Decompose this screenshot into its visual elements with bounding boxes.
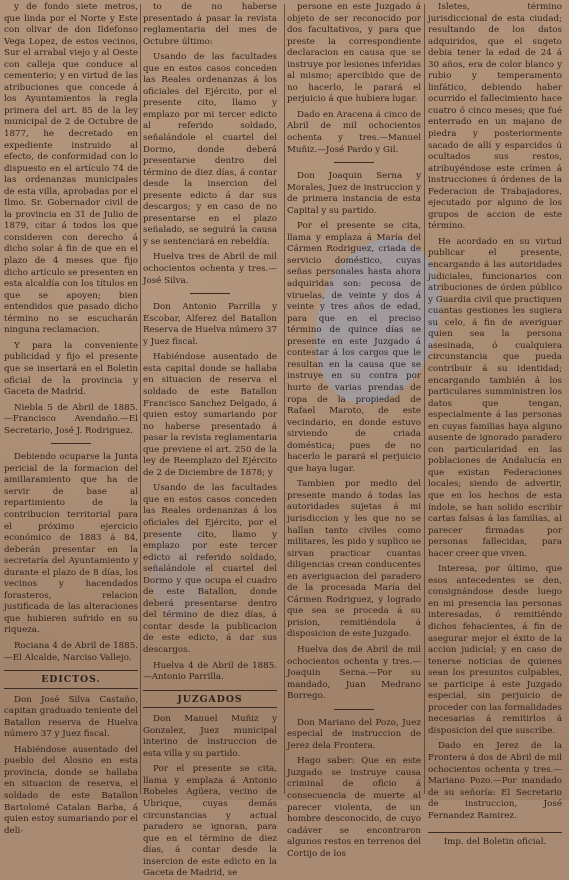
article-paragraph: persone en este Juzgado á objeto de ser reconocido por dos facultativos, y para que preste la correspondiente declaracion en causa que se instruye por lesiones inferidas al mismo; apercibido que de no hacerlo, le parará el perjuicio á que hubiera lugar. <box>287 2 421 105</box>
column-divider <box>424 4 425 794</box>
article-paragraph: Don José Silva Castaño, capitan graduado teniente del Batallon reserva de Huelva número 37 y Juez fiscal. <box>4 694 138 740</box>
article-paragraph: He acordado en su virtud publicar el presente, encargando á las autoridades judiciales, funcionarios con atribuciones de órden público y Guardia civil que practiquen cuantas gestiones les sugiera su celo, á fin de averiguar quien sea la persona asesinada, ó cualquiera circunstancia que pueda contribuir á su identidad; encargando también á los particulares sumministren los datos que tengan, especialmente á las personas en cuyas familias haya alguno ausente de ignorado paradero con particularidad en las poblaciones de Andalucía en que existan Federaciones locales; siendo de advertir, que en los hechos de esta índole, se han solido escribir cartas falsas á las familias, al parecer firmadas por personas fallecidas, para hacer creer que viven. <box>428 236 562 559</box>
article-paragraph: Isletes, término jurisdiccional de esta ciudad; resultando de los datos adquiridos, que el sugeto debia tener la edad de 24 á 30 años, era de color blanco y rubio y temperamento linfático, debiendo haber ocurrido el fallecimiento hace cuatro ó cinco meses; que fué enterrado en un majano de piedra y posteriormente sacado de allí y esparcidos ú ocultados sus restos, atribuyéndose este crímen á instrucciones ú órdenes de la Federacion de Trabajadores, ejecutado por alguno de los grupos de accion de este término. <box>428 2 562 232</box>
article-paragraph: Tambien por medio del presente mando á todas las autoridades sujetas á mi jurisdiccion y les que no se hallan tanto civiles como militares, les pido y suplico se sirvan practicar cuantas diligencias crean conducentes en averiguacion del paradero de la procesada María del Cármen Rodriguez, y logrado que sea se proceda á su prision, remitiéndola á disposicion de este Juzgado. <box>287 479 421 640</box>
article-paragraph: Don Manuel Muñiz y Gonzalez, Juez municipal interino de instruccion de esta villa y su partido. <box>143 714 277 759</box>
article-paragraph: Usando de las facultades que en estos casos conceden las Reales ordenanzas á los oficiales del Ejército, por el presente cito, llamo y emplazo por este tercer edicto al referido soldado, señalándole el cuartel del Dormo y que ocupa el cuadro de este Batallon, donde deberá presentarse dentro del término de diez días, á contar desde la publicacion de este edicto, á dar sus descargos. <box>143 483 277 655</box>
column-divider <box>140 4 141 794</box>
section-divider <box>51 443 91 444</box>
article-paragraph: Huelva tres de Abril de mil ochocientos ochenta y tres.—José Silva. <box>143 252 277 286</box>
article-paragraph: Habiéndose ausentado del pueblo del Alosno en esta provincia, donde se hallaba en situacion de reserva, el soldado de este Batallon Bartolomé Catalan Barba, á quien estoy sumariando por el deli- <box>4 744 138 836</box>
printer-imprint: Imp. del Boletin oficial. <box>428 832 562 849</box>
article-paragraph: Don Joaquin Serna y Morales, Juez de instruccion y de primera instancia de esta Capital y su partido. <box>287 171 421 216</box>
article-paragraph: Usando de las facultades que en estos casos conceden las Reales ordenanzas á los oficiales del Ejército, por el presente cito, llamo y emplazo por mi tercer edicto al referido soldado, señalándole el cuartel del Dormo, donde deberá presentarse dentro del término de diez días, á contar desde la insercion del presente edicto á dar sus descargos; y en caso de no presentarse en el plazo señalado, se seguirá la causa y se sentenciará en rebeldía. <box>143 52 277 247</box>
article-paragraph: Dado en Jerez de la Frontera á dos de Abril de mil ochocientos ochenta y tres.—Mariano Pozo.—Por mandado de su señoría: El Secretario de instruccion, José Fernandez Ramirez. <box>428 741 562 821</box>
article-paragraph: Rociana 4 de Abril de 1885.—El Alcalde, Narciso Vallejo. <box>4 640 138 663</box>
article-paragraph: Niebla 5 de Abril de 1885. —Francisco Avendaño.—El Secretario, José J. Rodriguez. <box>4 402 138 436</box>
article-paragraph: Dado en Aracena á cinco de Abril de mil ochocientos ochenta y tres.—Manuel Muñiz.—José Pardo y Gil. <box>287 109 421 155</box>
column-divider <box>284 4 285 794</box>
article-paragraph: Don Antonio Parrilla y Escobar, Alferez del Batallon Reserva de Huelva número 37 y Juez fiscal. <box>143 302 277 347</box>
article-paragraph: Debiendo ocuparse la Junta pericial de la formacion del amillaramiento que ha de servir de base al repartimiento de la contribucion territorial para el próximo ejercicio económico de 1883 á 84, deberán presentar en la secretaría del Ayuntamiento y durante el plazo de 8 días, los vecinos y hacendados forasteros, relacion justificada de las alteraciones que hubieren sufrido en su riqueza. <box>4 452 138 636</box>
article-paragraph: Don Mariano del Pozo, Juez especial de instruccion de Jerez dela Frontera. <box>287 717 421 751</box>
article-paragraph: Huelva dos de Abril de mil ochocientos ochenta y tres.—Joaquin Serna.—Por su mandado, Juan Medrano Borrego. <box>287 644 421 702</box>
text-column-2 <box>143 2 277 879</box>
section-heading: JUZGADOS <box>143 690 277 709</box>
article-paragraph: Por el presente se cita, llama y emplaza á María del Cármen Rodriguez, criada de servicio doméstico, cuyas señas personales hasta ahora adquiridas son: pecosa de viruelas, de veinte y dos á veinte y tres años de edad, para que en el preciso término de quince días se presente en este Juzgado á contestar á los cargos que le resultan en la causa que se instruye en su contra por hurto de varias prendas de ropa de la propiedad de Rafael Maroto, de este vecindario, en donde estuvo sirviendo de criada doméstica; pues de no hacerlo le parará el perjuicio que haya lugar. <box>287 221 421 474</box>
section-divider <box>190 293 230 294</box>
article-paragraph: Interesa, por último, que esos antecedentes se den, consignándose desde luego en mi presencia las personas interesadas, ó remitiéndo dichos fehacientes, á fin de asegurar mejor el éxito de la accion judicial; y en caso de tenerse noticias de quienes sean los presuntos culpables, se participe á este Juzgado especial, sin perjuicio de proceder con las formalidades necesarias á remitirlos á disposicion del que suscribe. <box>428 564 562 736</box>
text-column-4 <box>428 2 562 848</box>
section-divider <box>334 709 374 710</box>
article-paragraph: Hago saber: Que en este Juzgado se instruye causa criminal de oficio á consecuencia de muerte al parecer violenta, de un hombre desconocido, de cuyo cadáver se encontraron algunos restos en terrenos del Cortijo de los <box>287 756 421 859</box>
section-divider <box>334 162 374 163</box>
section-heading: EDICTOS. <box>4 670 138 689</box>
text-column-1 <box>4 2 138 836</box>
article-paragraph: Habiéndose ausentado de esta capital donde se hallaba en situacion de reserva el soldado de este Batallon Francisco Sanchez Delgado, á quien estoy sumariando por no haberse presentado á pasar la revista reglamentaria que previene el art. 250 de la ley de Reemplazo del Ejército de 2 de Diciembre de 1878; y <box>143 352 277 478</box>
article-paragraph: Por el presente se cita, llama y emplaza á Antonio Robeles Agüera, vecino de Ubrique, cuyas demás circunstancias y actual paradero se ignoran, para que en el término de diez días, á contar desde la insercion de este edicto en la Gaceta de Madrid, se <box>143 764 277 879</box>
article-paragraph: to de no haberse presentado á pasar la revista reglamentaria del mes de Octubre último: <box>143 2 277 47</box>
article-paragraph: Huelva 4 de Abril de 1885. —Antonio Parrilla. <box>143 660 277 683</box>
article-paragraph: y de fondo siete metros, que linda por el Norte y Este con olivar de don Ildefonso Vega Lopez, de estos vecinos, Sur el arrabal viejo y al Oeste con calleja que conduce al cementerio; y en virtud de las atribuciones que concede á los Ayuntamientos la regla primera del art. 85 de la ley municipal de 2 de Octubre de 1877, he decretado en expediente instruido al efecto, de conformidad con lo dispuesto en el artículo 74 de las ordenanzas municipales de esta villa, aprobadas por el Ilmo. Sr. Gobernador civil de la provincia en 31 de Julio de 1879, citar á todos los que consideren con derecho á dicho solar á fin de que en el plazo de 4 meses que fijo dicho artículo se presenten en esta alcaldía con los títulos en que se apoyen; bien entendidos que pasado dicho término no se escucharán ninguna reclamacion. <box>4 2 138 336</box>
text-column-3 <box>287 2 421 859</box>
article-paragraph: Y para la conveniente publicidad y fijo el presente que se insertará en el Boletin oficial de la provincia y Gaceta de Madrid. <box>4 340 138 398</box>
